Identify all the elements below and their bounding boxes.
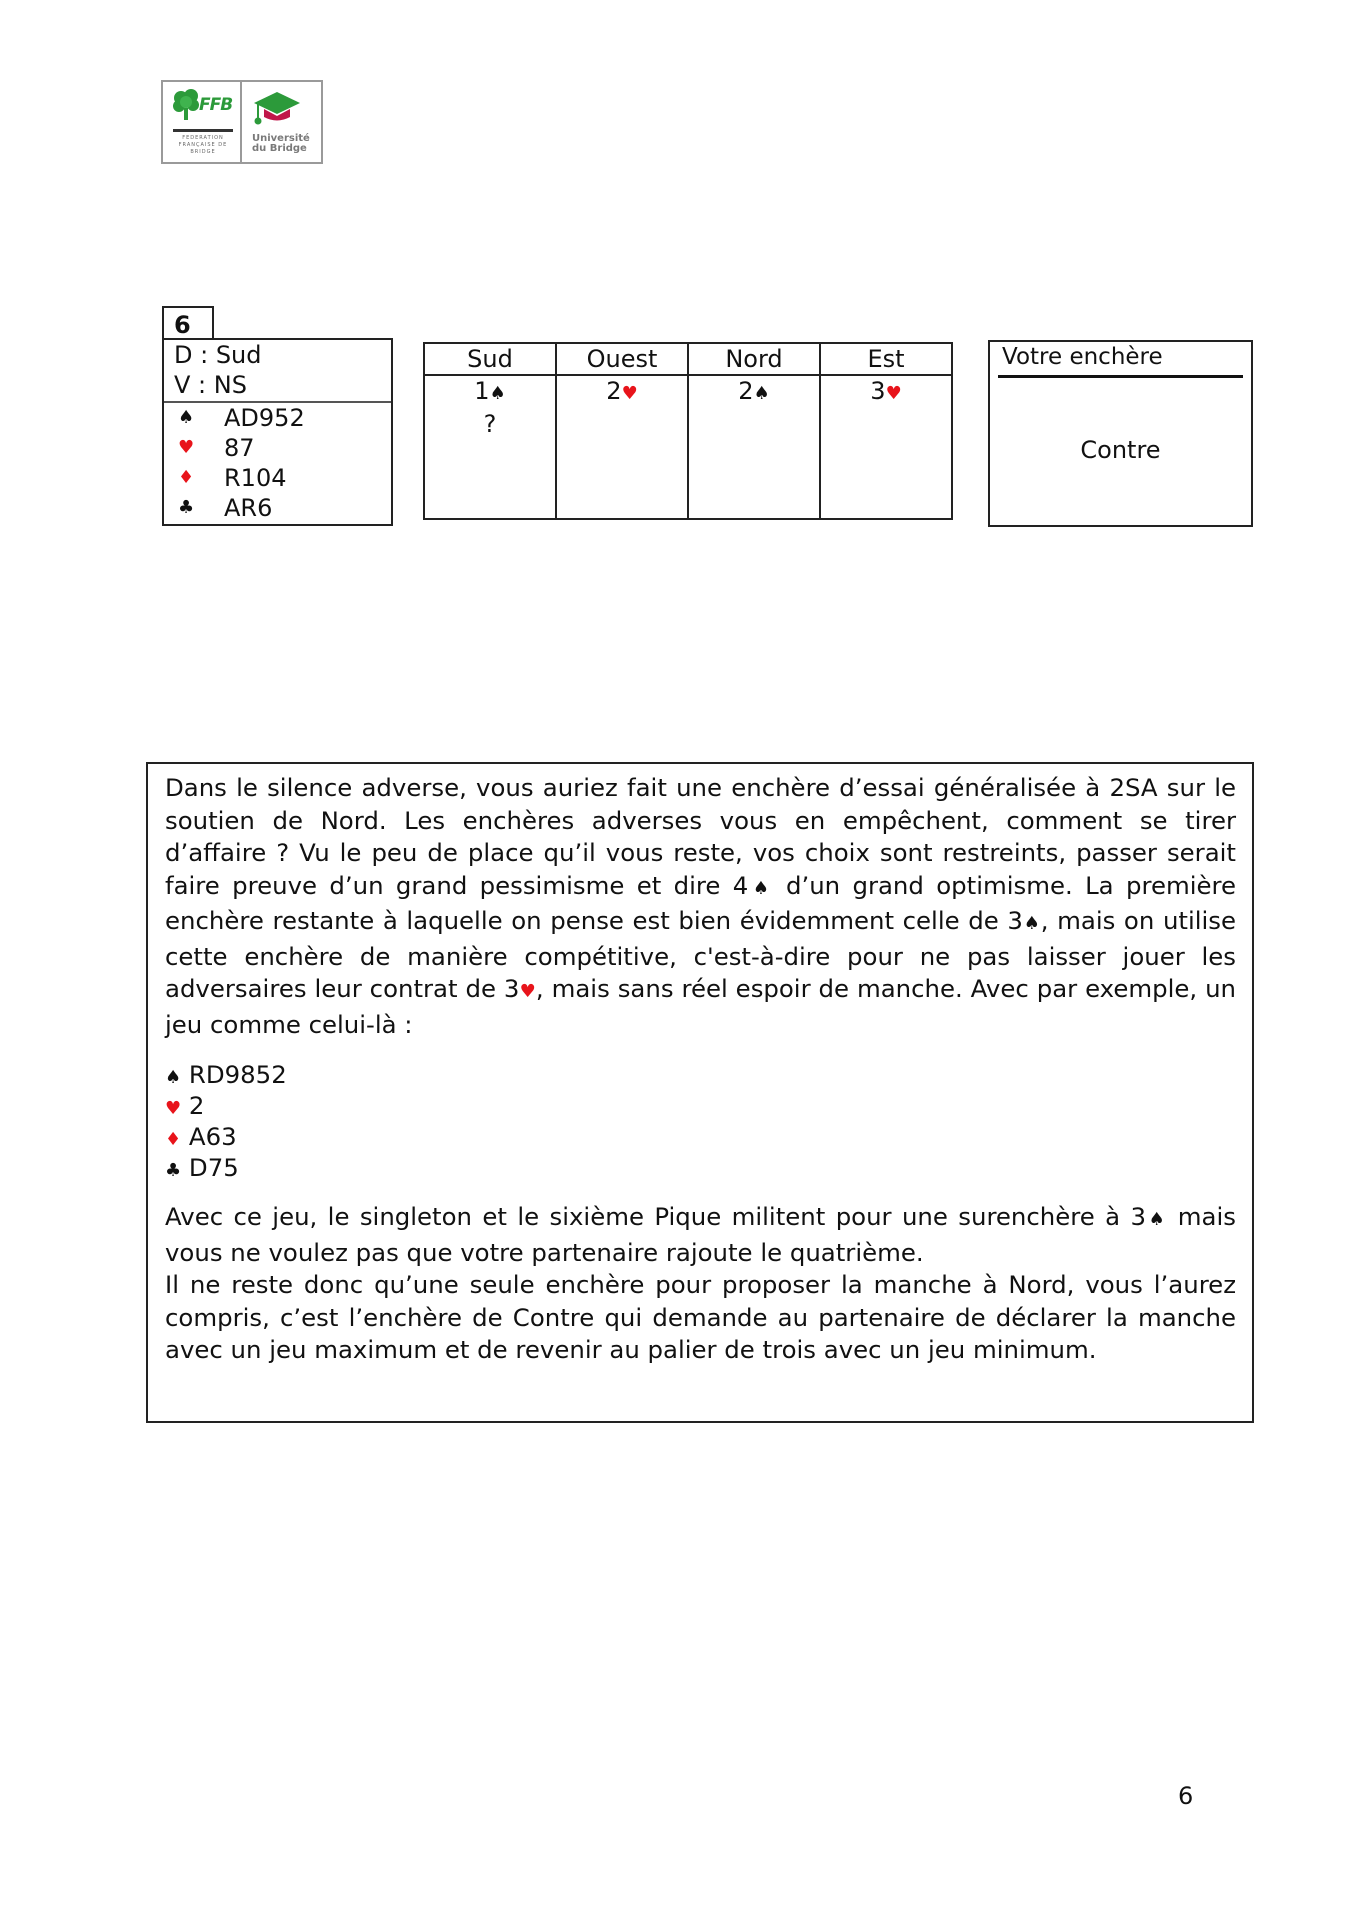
heart-icon: ♥ (885, 383, 902, 404)
example-hand (165, 1059, 1236, 1183)
spade-cards: AD952 (224, 404, 305, 432)
bid-ouest (557, 376, 687, 409)
example-clubs (165, 1152, 1236, 1183)
example-diamonds (165, 1121, 1236, 1152)
universite-text (252, 134, 310, 154)
universite-line2: du Bridge (252, 143, 307, 154)
hand-row-hearts (164, 433, 391, 463)
spade-icon: ♠ (489, 383, 506, 404)
spade-icon: ♠ (1146, 1209, 1168, 1230)
header-nord: Nord (688, 343, 820, 375)
explanation-paragraph-2 (165, 1201, 1236, 1269)
answer-divider (998, 375, 1243, 378)
hand-row-diamonds (164, 463, 391, 493)
ffb-universite-logo (161, 80, 323, 164)
diamond-icon: ♦ (178, 467, 195, 488)
cards: D75 (188, 1153, 239, 1182)
graduation-cap-icon (252, 90, 302, 130)
text-run: , mais sans réel espoir de manche. Avec par exemple, un jeu comme celui-là : (165, 974, 1236, 1039)
ffb-full-name: FEDERATION FRANÇAISE DE BRIDGE (178, 135, 228, 155)
explanation-paragraph-1 (165, 772, 1236, 1041)
explanation-box (146, 762, 1254, 1423)
header-sud: Sud (424, 343, 556, 375)
pending-bid: ? (483, 410, 497, 438)
bid-cell-ouest (556, 375, 688, 519)
bid-cell-sud (424, 375, 556, 519)
spade-icon: ♠ (753, 383, 770, 404)
heart-icon: ♥ (519, 981, 536, 1002)
page-number: 6 (1178, 1782, 1194, 1810)
cards: RD9852 (188, 1060, 287, 1089)
ffb-divider (173, 129, 233, 132)
bidding-row (424, 375, 952, 519)
bid-level: 1 (474, 377, 490, 405)
deal-meta (164, 340, 391, 403)
bidding-table (423, 342, 953, 520)
heart-icon: ♥ (621, 383, 638, 404)
text-run: Dans le silence adverse, vous auriez fait une enchère d’essai généralisée à 2SA sur le soutien de Nord. Les enchères adverses vous en empêchent, comment se tirer d’affaire ? Vu le peu de place qu’il vous reste, vos choix sont restreints, passer serait faire preuve d’un grand pessimisme et dire 4 (165, 773, 1236, 900)
text-run: , mais on utilise cette enchère de manière compétitive, c'est-à-dire pour ne pas laisser jouer les adversaires leur contrat de 3 (165, 906, 1237, 1003)
text-run: mais vous ne voulez pas que votre partenaire rajoute le quatrième. (165, 1202, 1236, 1267)
bid-sud (425, 376, 555, 409)
header-est: Est (820, 343, 952, 375)
answer-label: Votre enchère (1002, 344, 1163, 370)
bid-level: 2 (738, 377, 754, 405)
deal-number: 6 (162, 306, 214, 340)
diamond-icon: ♦ (165, 1129, 182, 1150)
bid-cell-nord (688, 375, 820, 519)
bid-est (821, 376, 951, 409)
answer-box (988, 340, 1253, 527)
bid-cell-est (820, 375, 952, 519)
heart-icon: ♥ (165, 1098, 182, 1119)
universite-line1: Université (252, 133, 310, 144)
cards: A63 (188, 1122, 237, 1151)
spade-icon: ♠ (165, 1067, 182, 1088)
heart-icon: ♥ (178, 437, 195, 458)
diamond-cards: R104 (224, 464, 287, 492)
text-run: d’un grand optimisme. La première enchère restante à laquelle on pense est bien évidemment celle de 3 (165, 870, 1236, 935)
text-run: Avec ce jeu, le singleton et le sixième Pique militent pour une surenchère à 3 (165, 1202, 1146, 1231)
vulnerability: V : NS (174, 371, 247, 399)
header-ouest: Ouest (556, 343, 688, 375)
ffb-abbr: FFB (199, 95, 233, 115)
club-icon: ♣ (165, 1160, 182, 1181)
hand-row-spades (164, 403, 391, 433)
example-spades (165, 1059, 1236, 1090)
ffb-logo (163, 82, 242, 162)
club-cards: AR6 (224, 494, 273, 522)
spade-icon: ♠ (178, 407, 195, 428)
dealer: D : Sud (174, 341, 262, 369)
universite-logo (242, 82, 321, 162)
cards: 2 (188, 1091, 205, 1120)
bid-level: 3 (870, 377, 886, 405)
bid-level: 2 (606, 377, 622, 405)
spade-icon: ♠ (1022, 913, 1041, 934)
example-hearts (165, 1090, 1236, 1121)
heart-cards: 87 (224, 434, 255, 462)
bidding-header-row (424, 343, 952, 375)
answer-value: Contre (1080, 436, 1161, 464)
hand-row-clubs (164, 493, 391, 523)
explanation-paragraph-3: Il ne reste donc qu’une seule enchère pour proposer la manche à Nord, vous l’aurez compris, c’est l’enchère de Contre qui demande au partenaire de déclarer la manche avec un jeu maximum et de revenir au palier de trois avec un jeu minimum. (165, 1270, 1236, 1364)
bid-nord (689, 376, 819, 409)
deal-box (162, 338, 393, 526)
club-icon: ♣ (178, 497, 195, 518)
spade-icon: ♠ (748, 877, 774, 899)
